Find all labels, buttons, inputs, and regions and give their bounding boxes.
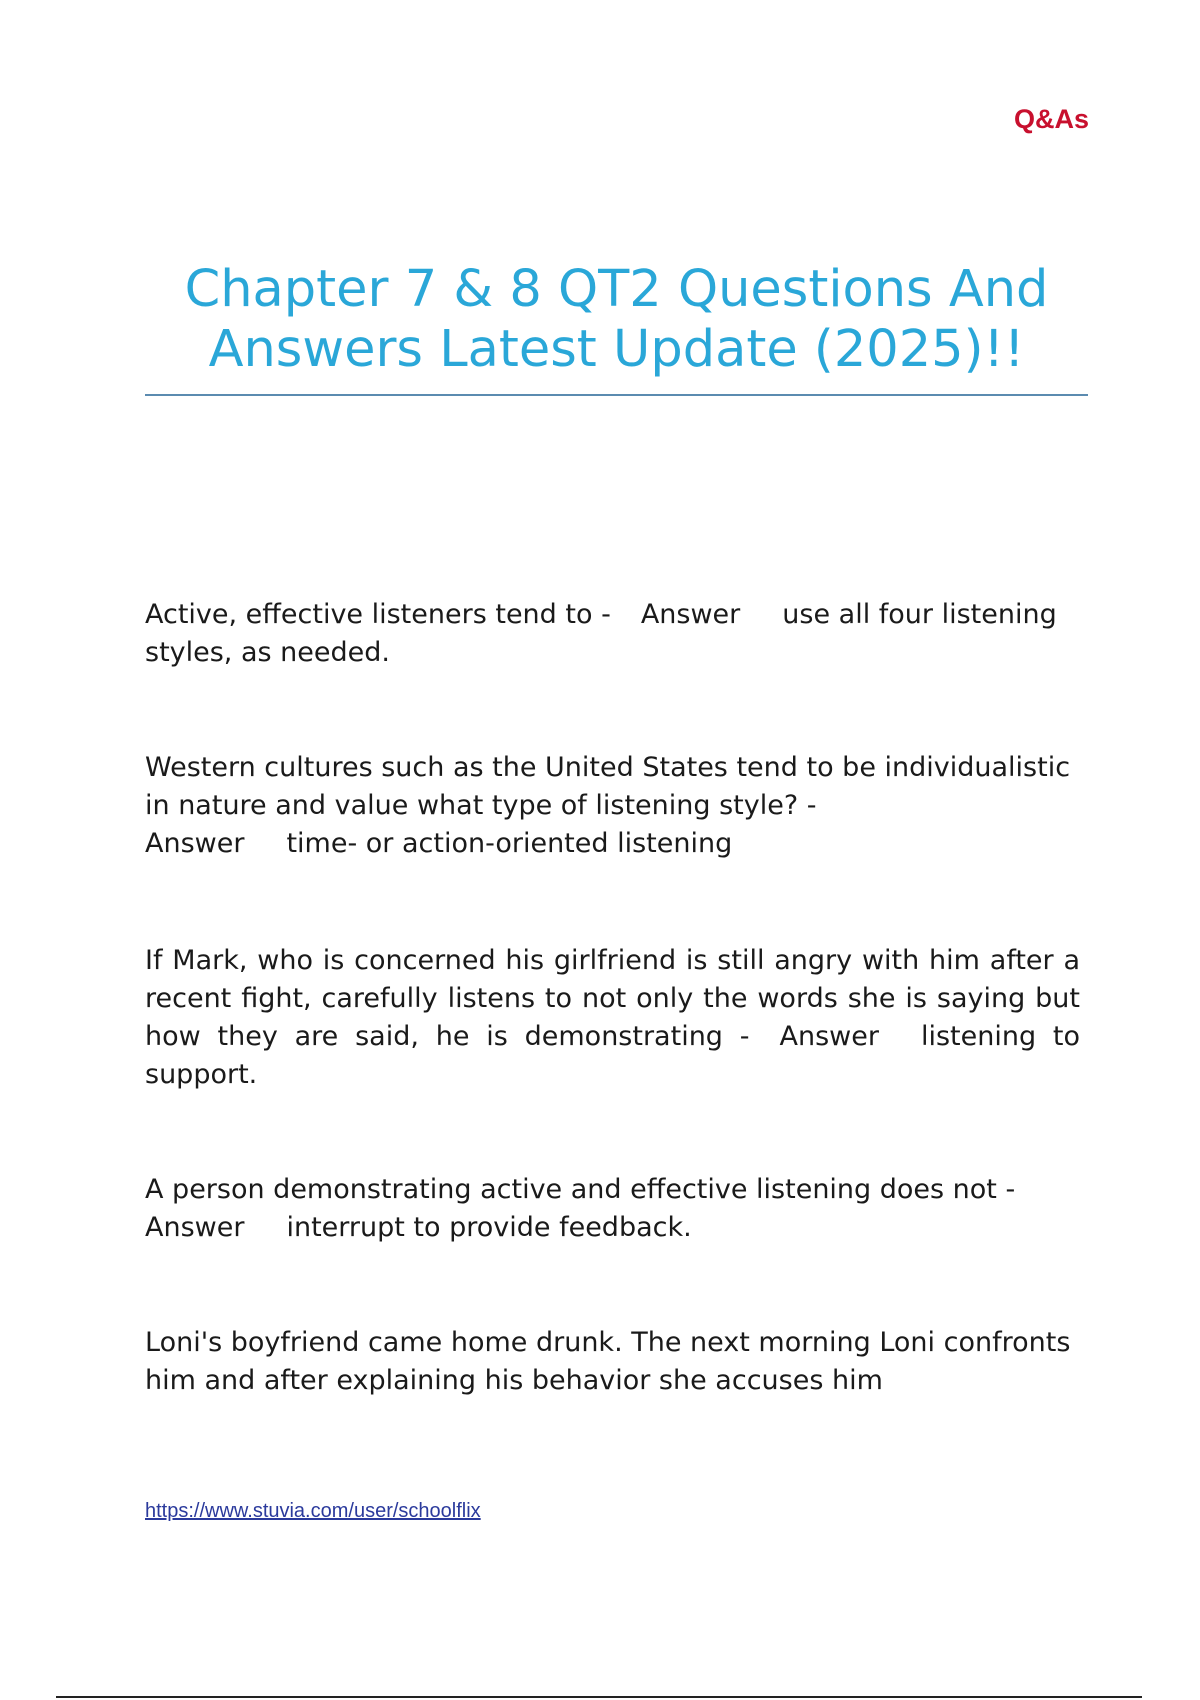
document-title: Chapter 7 & 8 QT2 Questions And Answers Latest Update (2025)!! — [184, 260, 1049, 379]
answer-label: Answer — [640, 599, 741, 630]
question-text: Loni's boyfriend came home drunk. The next morning Loni confronts him and after explaining his behavior she accuses him — [145, 1327, 1071, 1396]
page-bottom-divider — [56, 1696, 1142, 1698]
answer-text: interrupt to provide feedback. — [286, 1212, 692, 1243]
answer-label: Answer — [779, 1021, 879, 1052]
answer-text: use all four listening styles, as needed. — [145, 599, 1057, 668]
title-divider — [145, 394, 1088, 396]
qa-item-2 — [145, 749, 1080, 863]
answer-label: Answer — [145, 828, 245, 859]
question-text: Western cultures such as the United States tend to be individualistic in nature and value what type of listening style? - — [145, 752, 1071, 821]
answer-text: time- or action-oriented listening — [286, 828, 733, 859]
qas-tag: Q&As — [1013, 104, 1089, 134]
question-text: Active, effective listeners tend to - — [145, 599, 611, 630]
qa-item-1 — [145, 596, 1080, 672]
source-link[interactable]: https://www.stuvia.com/user/schoolflix — [145, 1500, 481, 1522]
answer-text: listening to support. — [145, 1021, 1080, 1090]
qa-item-3 — [145, 942, 1080, 1094]
answer-label: Answer — [145, 1212, 245, 1243]
question-text: If Mark, who is concerned his girlfriend is still angry with him after a recent fight, carefully listens to not only the words she is saying but how they are said, he is demonstrating - — [145, 945, 1080, 1052]
question-text: A person demonstrating active and effective listening does not - — [145, 1174, 1016, 1205]
qa-item-5 — [145, 1324, 1080, 1400]
qa-item-4 — [145, 1171, 1080, 1247]
